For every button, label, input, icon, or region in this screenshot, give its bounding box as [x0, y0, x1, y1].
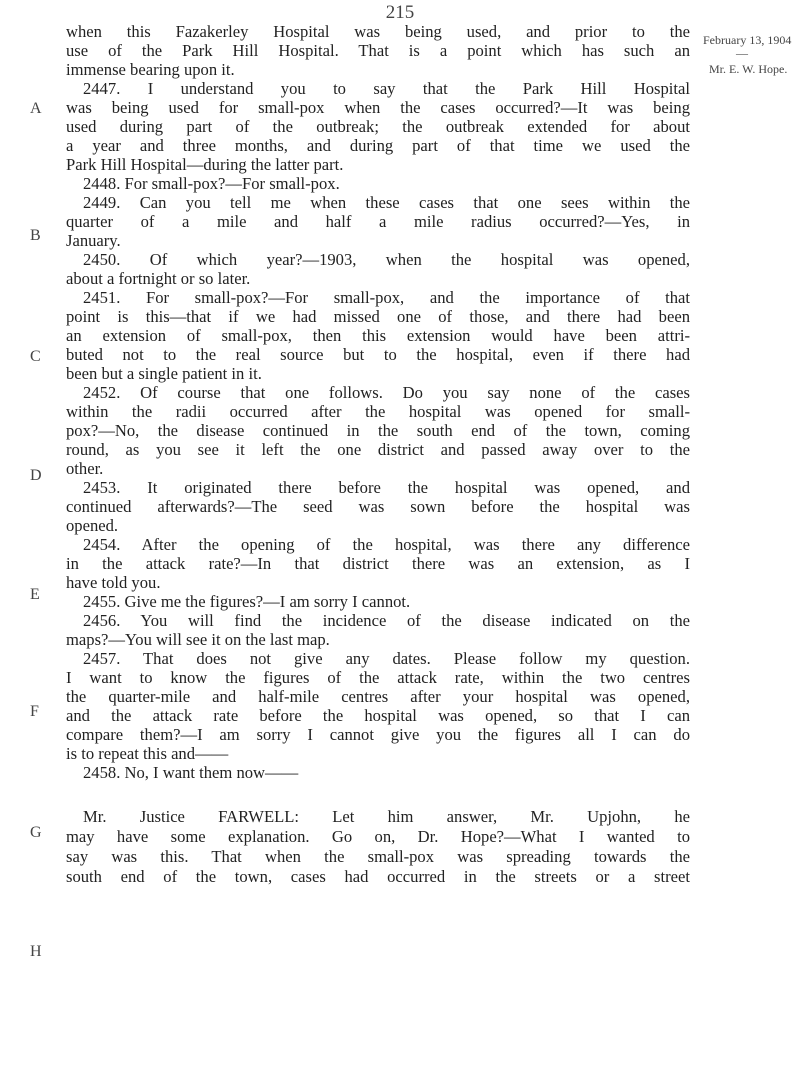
text-line: buted not to the real source but to the hospital, even if there had [66, 345, 690, 364]
text-line: opened. [66, 516, 119, 535]
text-line: quarter of a mile and half a mile radius occurred?—Yes, in [66, 212, 690, 231]
text-line: compare them?—I am sorry I cannot give you the figures all I can do [66, 725, 690, 744]
text-line: use of the Park Hill Hospital. That is a point which has such an [66, 41, 690, 60]
margin-letter-f: F [30, 703, 39, 720]
text-line: 2449. Can you tell me when these cases that one sees within the [83, 193, 690, 212]
text-line: south end of the town, cases had occurred in the streets or a street [66, 867, 690, 886]
margin-letter-d: D [30, 467, 42, 484]
text-line: say was this. That when the small-pox was spreading towards the [66, 847, 690, 866]
text-line: other. [66, 459, 104, 478]
side-dash: — [736, 46, 748, 60]
text-line: a year and three months, and during part of that time we used the [66, 136, 690, 155]
text-line: pox?—No, the disease continued in the south end of the town, coming [66, 421, 690, 440]
text-line: about a fortnight or so later. [66, 269, 251, 288]
text-line: round, as you see it left the one district and passed away over to the [66, 440, 690, 459]
text-line: 2451. For small-pox?—For small-pox, and the importance of that [83, 288, 690, 307]
text-line: an extension of small-pox, then this extension would have been attri- [66, 326, 690, 345]
margin-letter-a: A [30, 100, 42, 117]
text-line: 2447. I understand you to say that the Park Hill Hospital [83, 79, 690, 98]
text-line: 2452. Of course that one follows. Do you say none of the cases [83, 383, 690, 402]
text-line: have told you. [66, 573, 161, 592]
text-line: was being used for small-pox when the cases occurred?—It was being [66, 98, 690, 117]
text-line: 2457. That does not give any dates. Please follow my question. [83, 649, 690, 668]
margin-letter-e: E [30, 586, 40, 603]
margin-letter-h: H [30, 943, 42, 960]
text-line: may have some explanation. Go on, Dr. Hope?—What I wanted to [66, 827, 690, 846]
text-line: 2454. After the opening of the hospital, was there any difference [83, 535, 690, 554]
page-number: 215 [385, 2, 415, 23]
text-line: when this Fazakerley Hospital was being used, and prior to the [66, 22, 690, 41]
text-line: maps?—You will see it on the last map. [66, 630, 330, 649]
text-line: Park Hill Hospital—during the latter part. [66, 155, 344, 174]
text-line: the quarter-mile and half-mile centres after your hospital was opened, [66, 687, 690, 706]
text-line: 2455. Give me the figures?—I am sorry I cannot. [83, 592, 411, 611]
text-line: immense bearing upon it. [66, 60, 235, 79]
side-speaker: Mr. E. W. Hope. [709, 62, 788, 76]
text-line: been but a single patient in it. [66, 364, 262, 383]
text-line: continued afterwards?—The seed was sown before the hospital was [66, 497, 690, 516]
text-line: is to repeat this and—— [66, 744, 229, 763]
side-date: February 13, 1904 [703, 33, 792, 47]
text-line: January. [66, 231, 121, 250]
text-line: point is this—that if we had missed one of those, and there had been [66, 307, 690, 326]
text-line: used during part of the outbreak; the outbreak extended for about [66, 117, 690, 136]
text-line: 2456. You will find the incidence of the disease indicated on the [83, 611, 690, 630]
text-line: 2458. No, I want them now—— [83, 763, 299, 782]
text-line: in the attack rate?—In that district there was an extension, as I [66, 554, 690, 573]
margin-letter-g: G [30, 824, 42, 841]
text-line: and the attack rate before the hospital was opened, so that I can [66, 706, 690, 725]
text-line: 2450. Of which year?—1903, when the hospital was opened, [83, 250, 690, 269]
text-line: 2453. It originated there before the hospital was opened, and [83, 478, 690, 497]
text-line: within the radii occurred after the hospital was opened for small- [66, 402, 690, 421]
text-line: Mr. Justice FARWELL: Let him answer, Mr. Upjohn, he [83, 807, 690, 826]
margin-letter-c: C [30, 348, 41, 365]
margin-letter-b: B [30, 227, 41, 244]
text-line: 2448. For small-pox?—For small-pox. [83, 174, 340, 193]
text-line: I want to know the figures of the attack rate, within the two centres [66, 668, 690, 687]
